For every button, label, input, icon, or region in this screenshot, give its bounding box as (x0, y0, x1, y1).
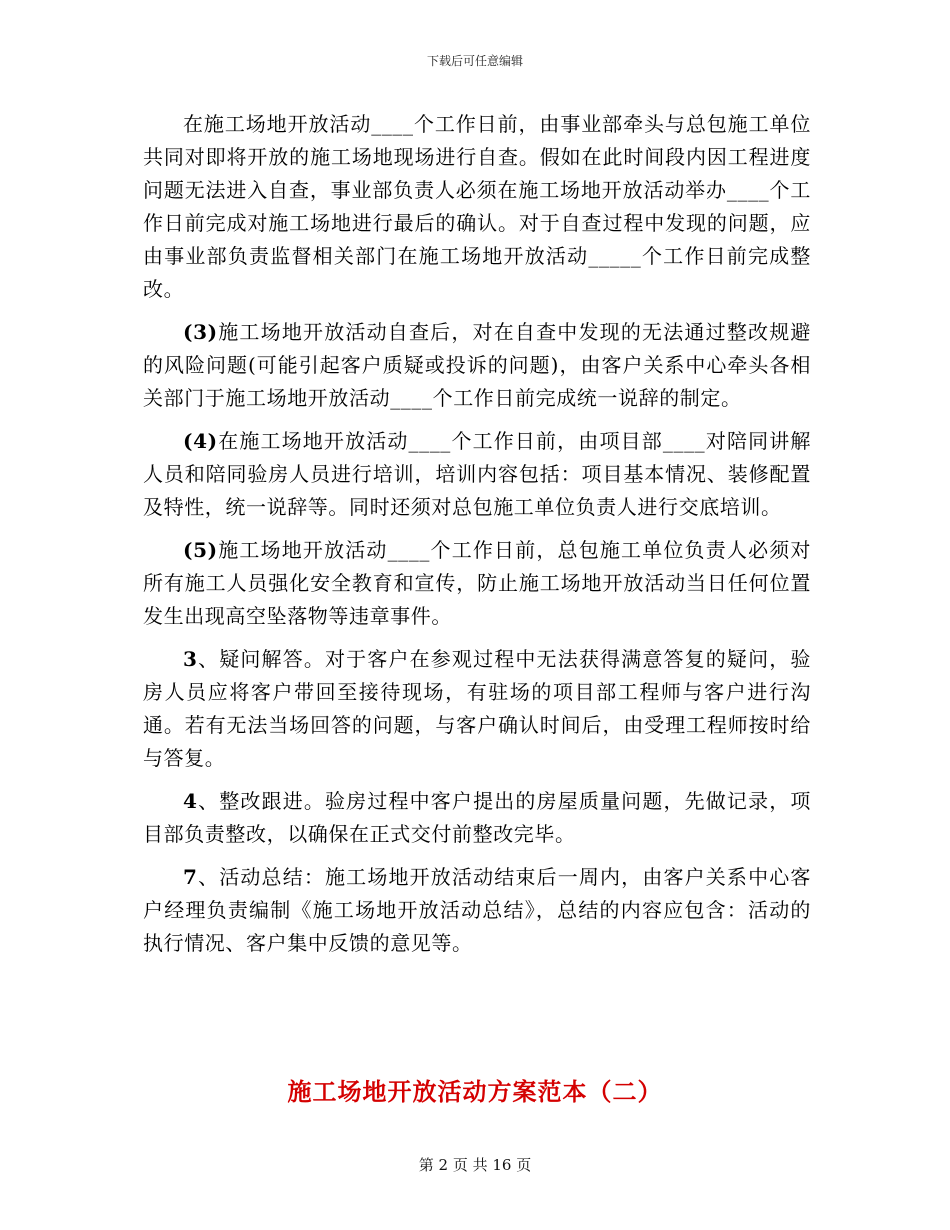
paragraph-number: 4 (183, 789, 198, 813)
paragraph-number: (3) (183, 320, 218, 344)
paragraph-text: 在施工场地开放活动____个工作日前，由事业部牵头与总包施工单位共同对即将开放的施工场地现场进行自查。假如在此时间段内因工程进度问题无法进入自查，事业部负责人必须在施工场地开放活动举办____个工作日前完成对施工场地进行最后的确认。对于自查过程中发现的问题，应由事业部负责监督相关部门在施工场地开放活动_____个工作日前完成整改。 (143, 112, 811, 301)
paragraph-text: 、整改跟进。验房过程中客户提出的房屋质量问题，先做记录，项目部负责整改，以确保在正式交付前整改完毕。 (143, 789, 811, 846)
paragraph-1 (143, 108, 811, 306)
paragraph-4 (143, 534, 811, 633)
paragraph-text: 、活动总结：施工场地开放活动结束后一周内，由客户关系中心客户经理负责编制《施工场地开放活动总结》，总结的内容应包含：活动的执行情况、客户集中反馈的意见等。 (143, 865, 811, 955)
paragraph-number: (4) (183, 429, 218, 453)
paragraph-text: 施工场地开放活动____个工作日前，总包施工单位负责人必须对所有施工人员强化安全教育和宣传，防止施工场地开放活动当日任何位置发生出现高空坠落物等违章事件。 (143, 538, 811, 628)
paragraph-3 (143, 425, 811, 524)
paragraph-5 (143, 643, 811, 775)
paragraph-number: 7 (183, 865, 198, 889)
paragraph-text: 在施工场地开放活动____个工作日前，由项目部____对陪同讲解人员和陪同验房人员进行培训，培训内容包括：项目基本情况、装修配置及特性，统一说辞等。同时还须对总包施工单位负责人进行交底培训。 (143, 429, 811, 519)
paragraph-2 (143, 316, 811, 415)
paragraph-number: (5) (183, 538, 218, 562)
paragraph-text: 、疑问解答。对于客户在参观过程中无法获得满意答复的疑问，验房人员应将客户带回至接待现场，有驻场的项目部工程师与客户进行沟通。若有无法当场回答的问题，与客户确认时间后，由受理工程师按时给与答复。 (143, 647, 811, 770)
document-body (143, 108, 811, 970)
page-number-footer: 第 2 页 共 16 页 (418, 1156, 532, 1174)
paragraph-6 (143, 785, 811, 851)
section-title: 施工场地开放活动方案范本（二） (287, 1077, 663, 1106)
paragraph-text: 施工场地开放活动自查后，对在自查中发现的无法通过整改规避的风险问题(可能引起客户质疑或投诉的问题)，由客户关系中心牵头各相关部门于施工场地开放活动____个工作日前完成统一说辞的制定。 (143, 320, 811, 410)
page-header: 下载后可任意编辑 (426, 54, 523, 68)
paragraph-number: 3 (183, 647, 198, 671)
paragraph-7 (143, 861, 811, 960)
